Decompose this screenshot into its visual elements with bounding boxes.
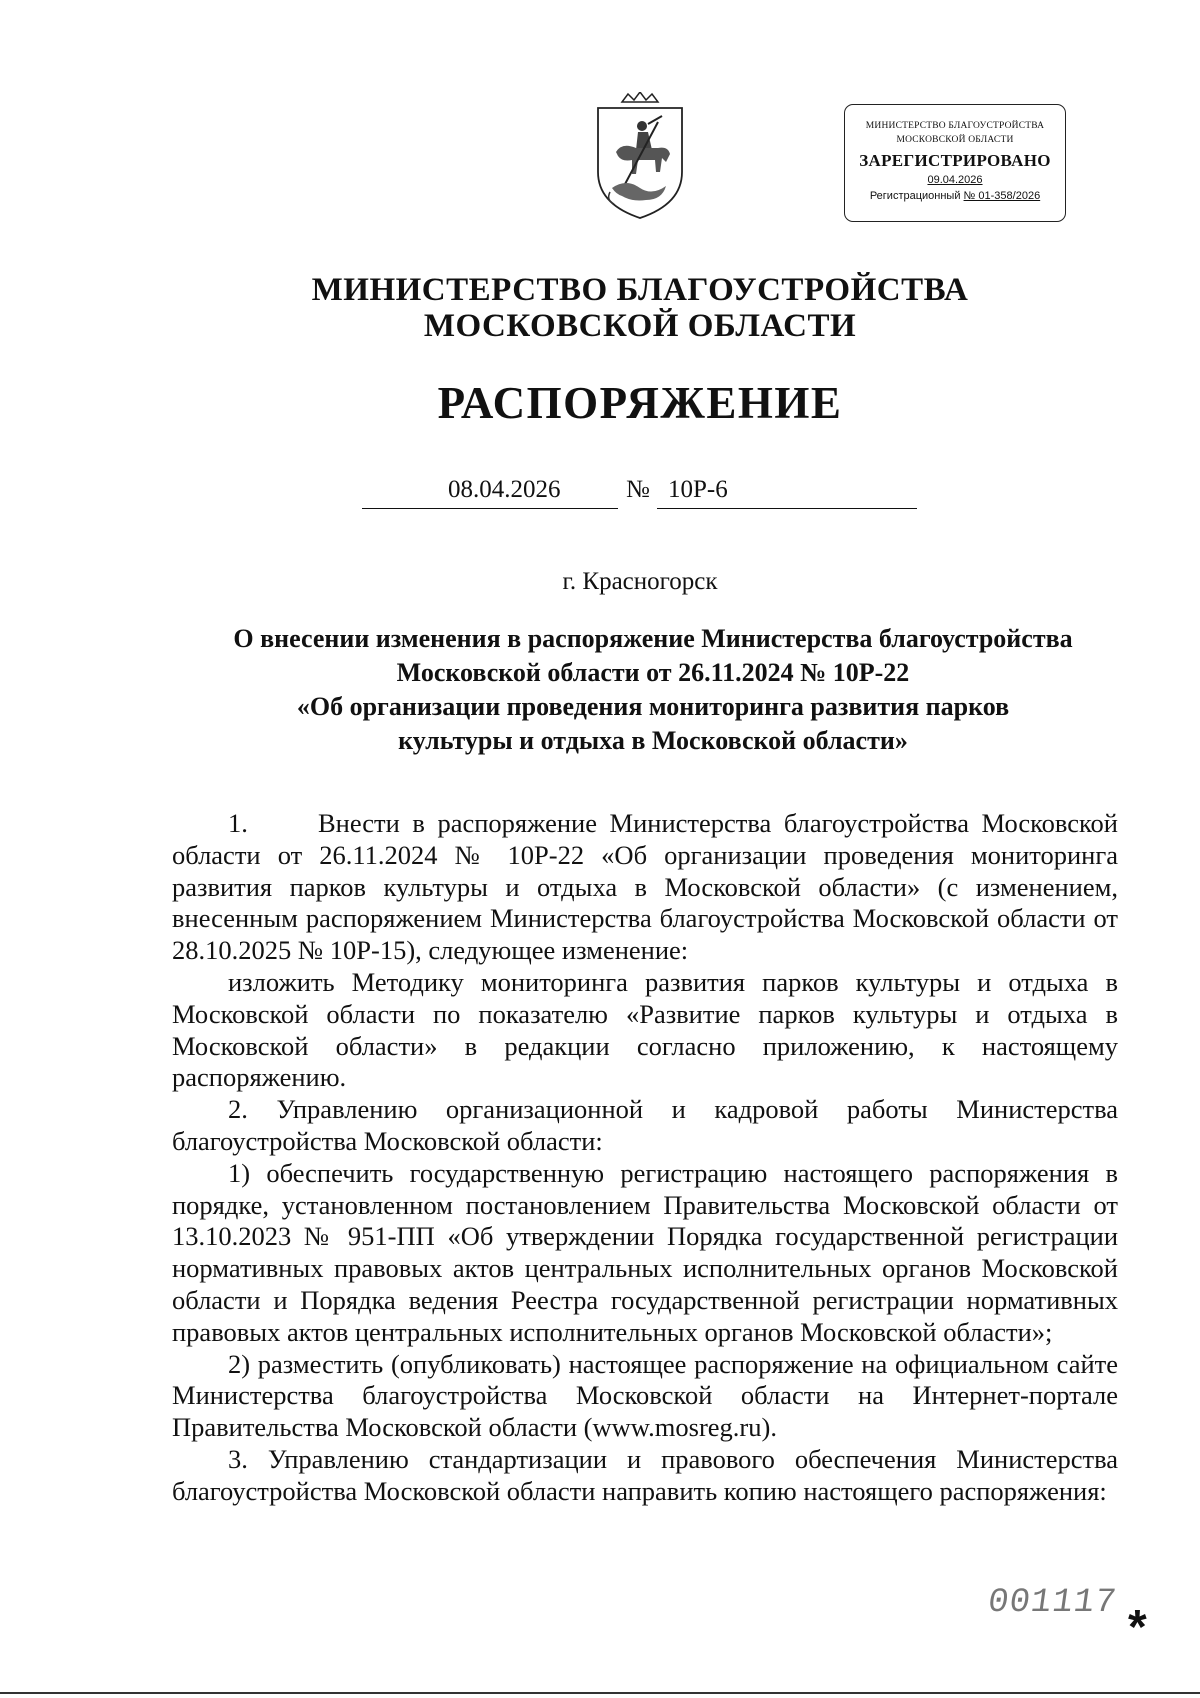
title-line4: культуры и отдыха в Московской области» [398,726,908,755]
stamp-ministry-line2: МОСКОВСКОЙ ОБЛАСТИ [896,135,1014,145]
paragraph-1 [172,808,1118,967]
asterisk-mark: * [1128,1601,1147,1654]
stamp-number-value: № 01-358/2026 [963,190,1041,202]
paragraph-2-1: 1) обеспечить государственную регистрацию настоящего распоряжения в порядке, установленном постановлением Правительства Московской области от 13.10.2023 № 951-ПП «Об утверждении Порядка государственной регистрации нормативных правовых актов центральных исполнительных органов Московской области и Порядка ведения Реестра государственной регистрации нормативных правовых актов центральных исполнительных органов Московской области»; [172,1157,1118,1347]
title-line1: О внесении изменения в распоряжение Министерства благоустройства [233,624,1073,653]
number-sign: № [626,476,650,503]
date-number-line [362,476,922,510]
page-bottom-line [0,1692,1200,1694]
paragraph-1-number: 1. [228,808,248,838]
stamp-date: 09.04.2026 [927,174,983,186]
stamp-number-label: Регистрационный [869,190,961,202]
document-type: РАСПОРЯЖЕНИЕ [437,378,843,428]
document-number: 10Р-6 [668,476,728,503]
city: г. Красногорск [562,568,718,595]
paragraph-2-2: 2) разместить (опубликовать) настоящее распоряжение на официальном сайте Министерства благоустройства Московской области на Интернет-портале Правительства Московской области (www.mosreg.ru). [172,1348,1118,1443]
document-title [178,622,1128,758]
document-body [172,808,1118,1508]
serial-number: 001117 [985,1584,1120,1622]
registration-stamp [844,104,1066,222]
ministry-name-line1: МИНИСТЕРСТВО БЛАГОУСТРОЙСТВА [311,272,969,308]
stamp-number [845,187,1065,205]
stamp-ministry-line1: МИНИСТЕРСТВО БЛАГОУСТРОЙСТВА [865,121,1045,131]
paragraph-2: 2. Управлению организационной и кадровой работы Министерства благоустройства Московской области: [172,1094,1118,1156]
coat-of-arms-icon [592,92,688,222]
paragraph-1-sub: изложить Методику мониторинга развития парков культуры и отдыха в Московской области по показателю «Развитие парков культуры и отдыха в Московской области» в редакции согласно приложению, к настоящему распоряжению. [172,966,1118,1093]
number-underline [657,508,917,509]
ministry-name-line2: МОСКОВСКОЙ ОБЛАСТИ [423,308,857,344]
title-line3: «Об организации проведения мониторинга развития парков [296,692,1010,721]
paragraph-3: 3. Управлению стандартизации и правового обеспечения Министерства благоустройства Московской области направить копию настоящего распоряжения: [172,1443,1118,1506]
paragraph-1-text: Внести в распоряжение Министерства благоустройства Московской области от 26.11.2024 № 10Р-22 «Об организации проведения мониторинга развития парков культуры и отдыха в Московской области» (с изменением, внесенным распоряжением Министерства благоустройства Московской области от 28.10.2025 № 10Р-15), следующее изменение: [172,808,1118,966]
date-underline [362,508,618,509]
document-date: 08.04.2026 [448,476,561,503]
title-line2: Московской области от 26.11.2024 № 10Р-22 [396,658,910,687]
stamp-registered: ЗАРЕГИСТРИРОВАНО [859,151,1051,170]
